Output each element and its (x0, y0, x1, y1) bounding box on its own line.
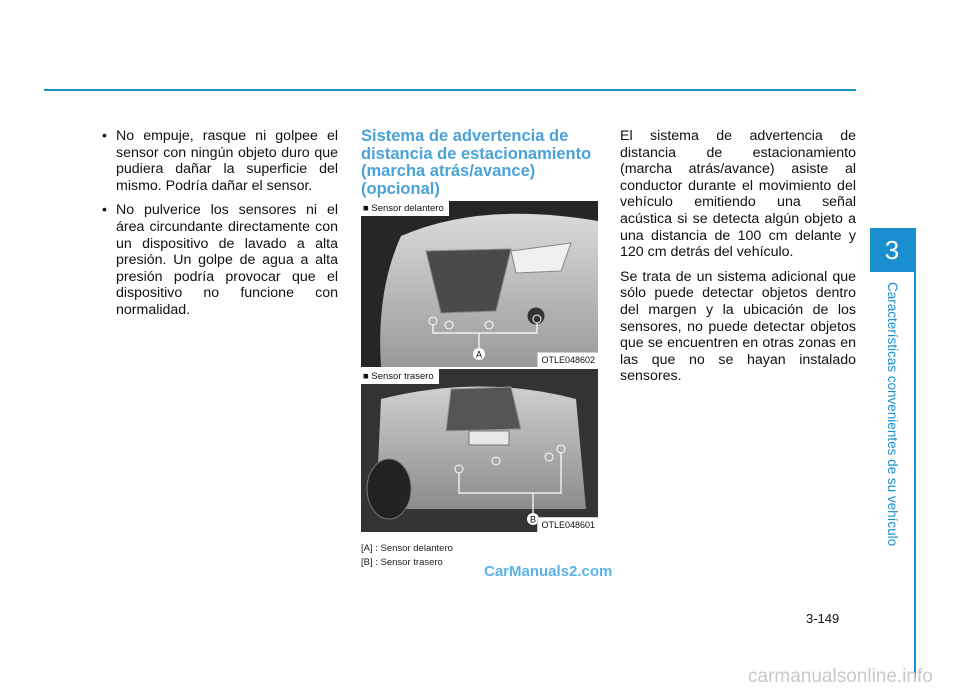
bullet-icon: • (102, 202, 107, 219)
rear-figure-label: ■ Sensor trasero (361, 369, 439, 384)
bullet-icon: • (102, 128, 107, 144)
rear-window-shape (446, 387, 521, 431)
page-number: 3-149 (806, 611, 840, 626)
right-column (620, 128, 856, 393)
caption-a: [A] : Sensor delantero (361, 543, 453, 554)
rear-sensor-figure (361, 369, 598, 532)
caption-b: [B] : Sensor trasero (361, 557, 443, 568)
rear-car-illustration (361, 369, 598, 532)
warning-list (102, 128, 338, 319)
header-rule (44, 89, 856, 91)
paragraph: Se trata de un sistema adicional que sólo puede detectar objetos dentro del margen y la ubicación de los sensores, no puede detectar objetos que se encuentren en otras zonas en las que no se hayan instalado sensores. (620, 268, 856, 385)
chapter-title: Características convenientes de su vehículo (885, 282, 900, 547)
rear-figure-code: OTLE048601 (537, 517, 598, 532)
left-column (102, 128, 338, 327)
list-item-text: No pulverice los sensores ni el área circundante directamente con un dispositivo de lavado a alta presión. Un golpe de agua a alta presión podría provocar que el dispositivo no funcione con normalidad. (116, 202, 338, 318)
paragraph: El sistema de advertencia de distancia de estacionamiento (marcha atrás/avance) asiste al conductor durante el movimiento del vehículo emitiendo una señal acústica si se detecta algún objeto a una distancia de 100 cm delante y 120 cm detrás del vehículo. (620, 128, 856, 261)
wheel-shape (367, 459, 411, 519)
list-item (102, 202, 338, 318)
marker-a: A (475, 349, 483, 360)
figure-captions (361, 542, 453, 570)
front-figure-code: OTLE048602 (537, 352, 598, 367)
list-item-text: No empuje, rasque ni golpee el sensor con ningún objeto duro que pudiera dañar la superficie del mismo. Podría dañar el sensor. (116, 128, 338, 194)
plate-shape (469, 431, 509, 445)
list-item (102, 128, 338, 194)
marker-b: B (529, 514, 537, 525)
chapter-tab[interactable]: 3 (870, 228, 914, 272)
front-sensor-figure (361, 201, 598, 367)
side-rule (914, 228, 916, 678)
grille-shape (426, 249, 511, 313)
footer-watermark[interactable]: carmanualsonline.info (748, 666, 933, 687)
carmanuals-watermark[interactable]: CarManuals2.com (484, 563, 613, 580)
front-car-illustration (361, 201, 598, 367)
fog-light-shape (527, 307, 545, 325)
section-title: Sistema de advertencia de distancia de estacionamiento (marcha atrás/avance) (opcional) (361, 127, 592, 198)
front-figure-label: ■ Sensor delantero (361, 201, 449, 216)
